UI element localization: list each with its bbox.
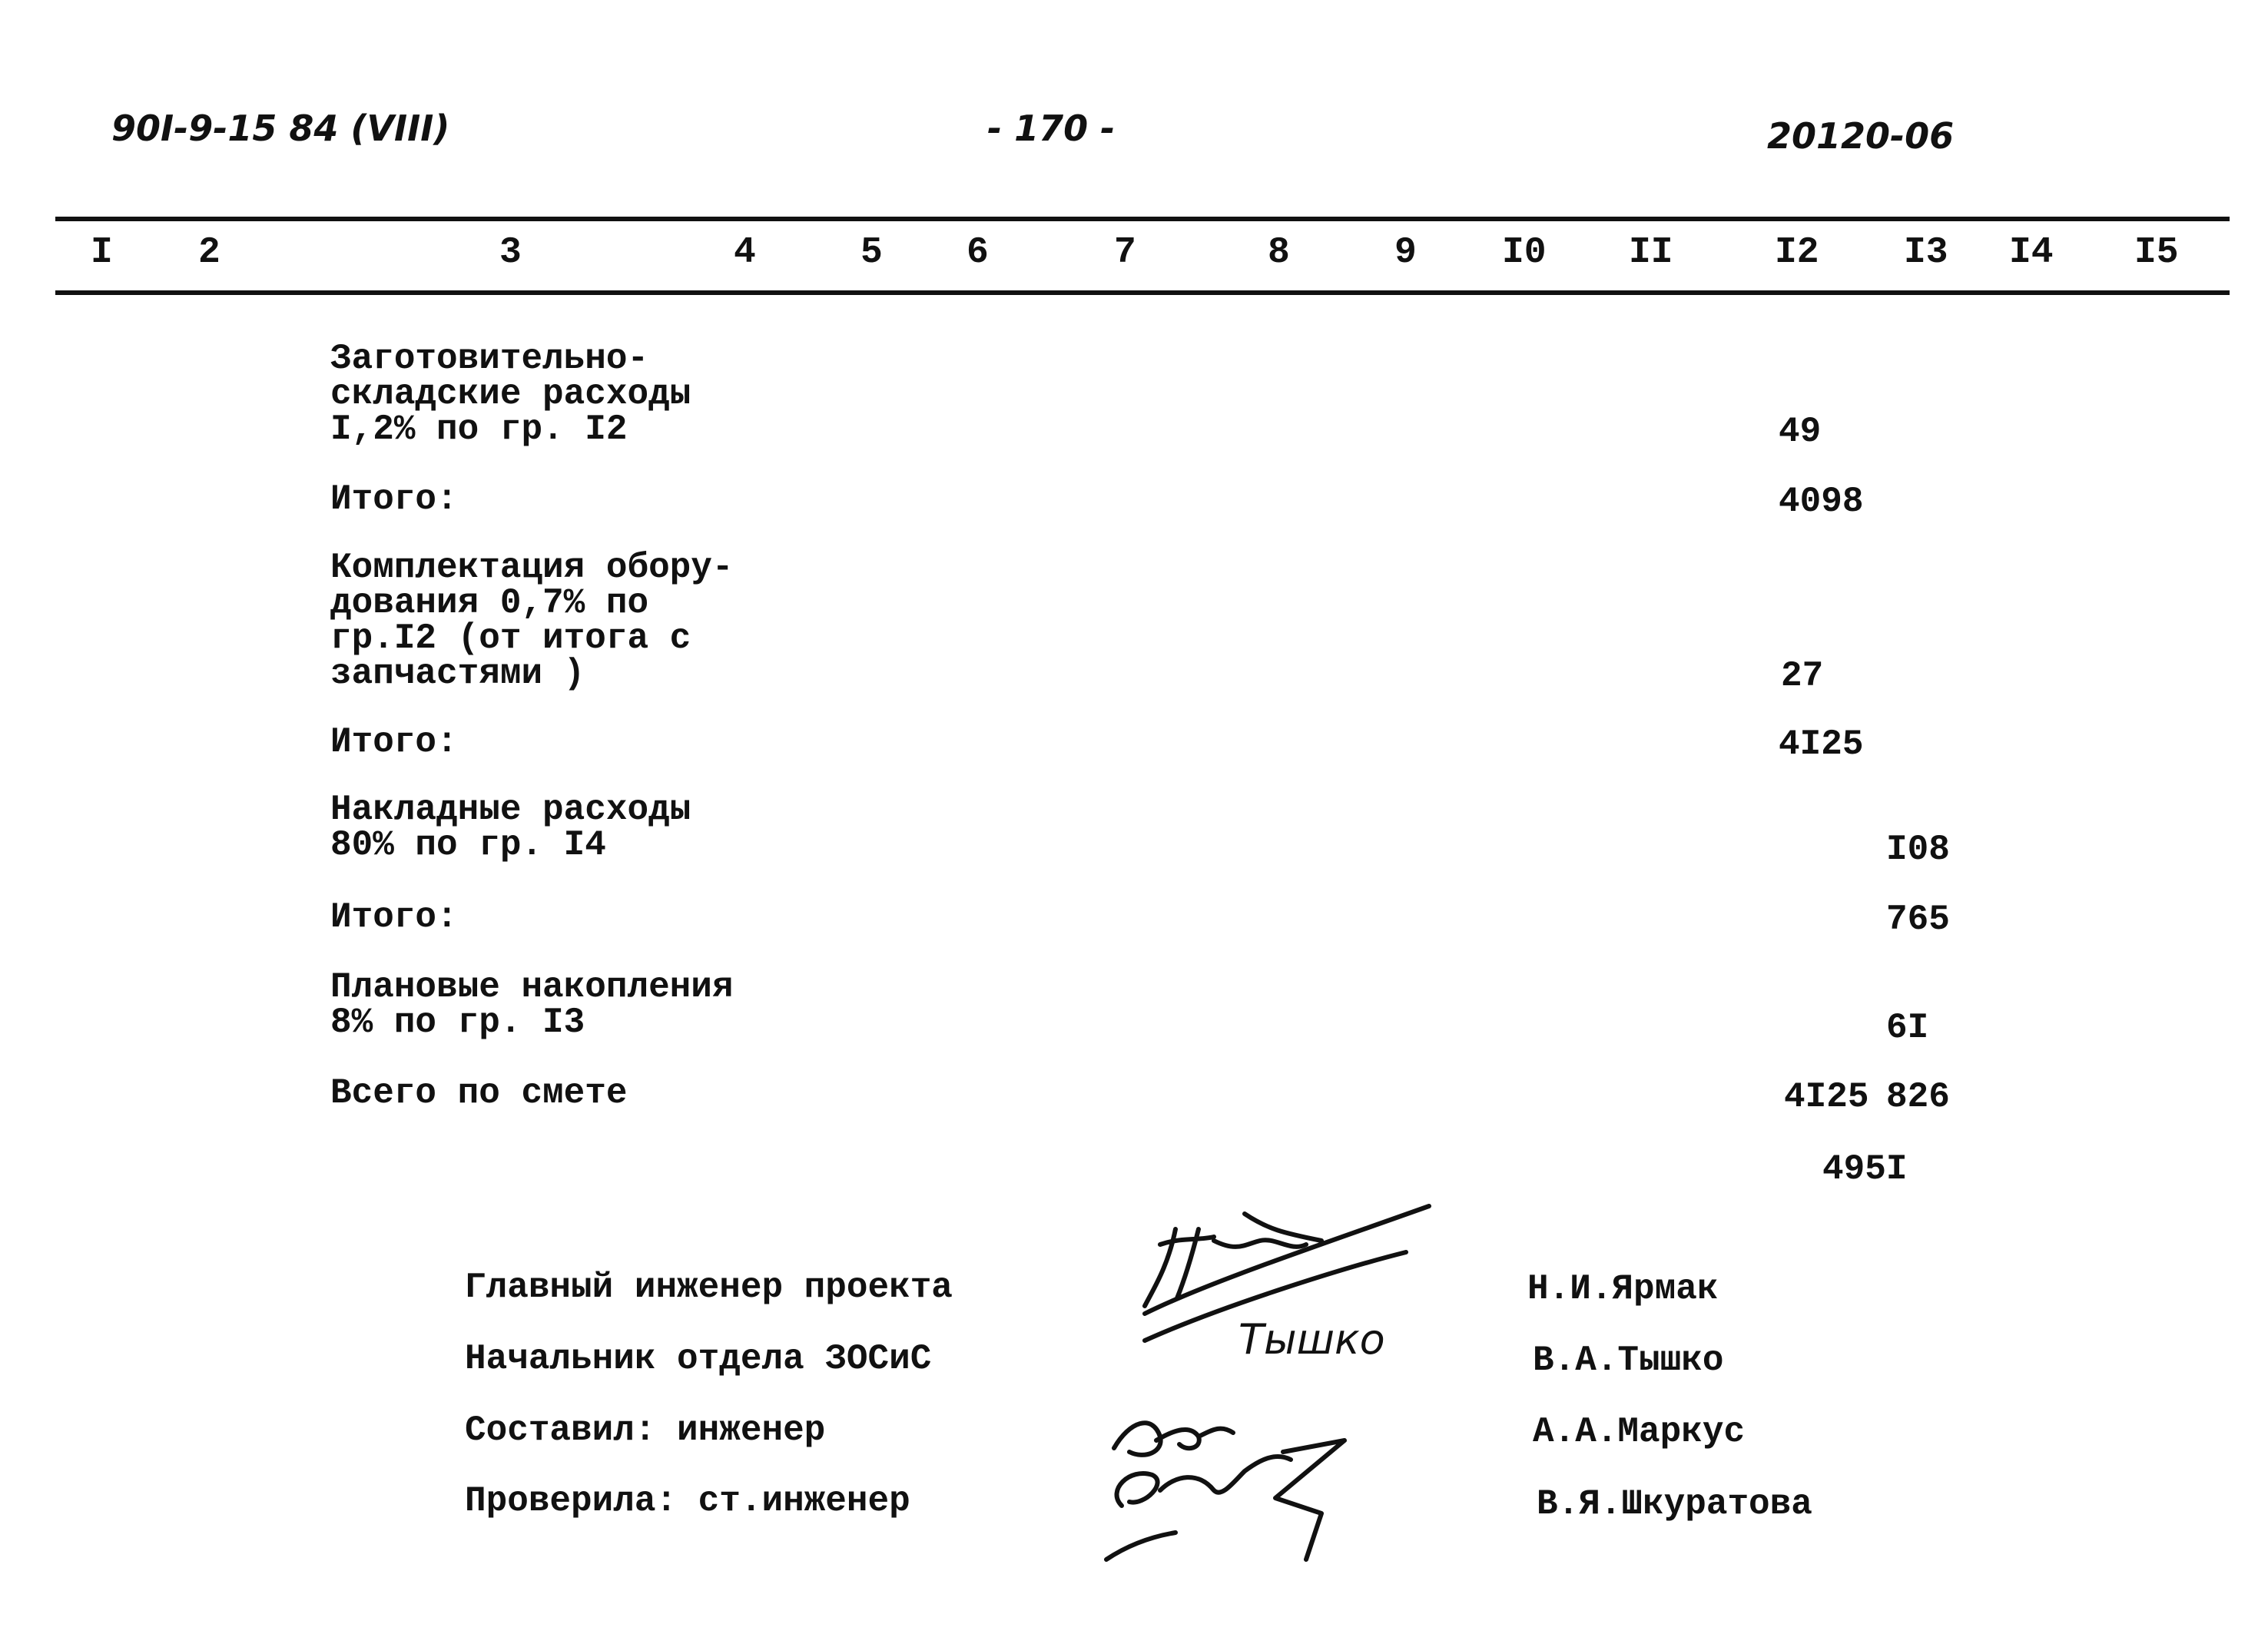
page-number: - 170 - [987,108,1116,149]
signature-role: Главный инженер проекта [465,1268,953,1308]
row-text-line: Заготовительно- [330,339,649,379]
cell-col13: 6I [1886,1008,1929,1048]
column-header: 3 [499,232,522,273]
row-text-line: Комплектация обору- [330,548,734,588]
header-bottom-rule [55,290,2230,295]
handwritten-signature-author [1099,1406,1345,1575]
signature-role: Составил: инженер [465,1410,826,1450]
row-text-line: Итого: [330,479,458,519]
signature-name: Н.И.Ярмак [1527,1269,1719,1309]
row-text-line: I,2% по гр. I2 [330,409,628,449]
column-header: I5 [2134,232,2179,273]
cell-col13: I08 [1886,830,1950,870]
column-header: I [91,232,113,273]
column-header: 2 [198,232,220,273]
row-text-line: Накладные расходы [330,790,691,830]
column-header: I0 [1502,232,1547,273]
column-header: 6 [967,232,989,273]
cell-col12: 4I25 [1779,724,1864,764]
cell-col12: 49 [1779,412,1822,452]
row-text-line: складские расходы [330,374,691,414]
signature-role: Начальник отдела ЗОСиС [465,1339,932,1379]
column-header: I2 [1775,232,1819,273]
row-text-line: 8% по гр. I3 [330,1003,585,1042]
column-header: I4 [2009,232,2054,273]
handwritten-signature-text: Тышко [1238,1315,1385,1364]
cell-col12: 4098 [1779,482,1864,522]
document-code: 90I-9-15 84 (VIII) [111,108,450,149]
column-header: 7 [1114,232,1136,273]
column-header: 9 [1394,232,1417,273]
signature-name: А.А.Маркус [1533,1412,1746,1452]
column-header: I3 [1904,232,1948,273]
row-text-line: Итого: [330,722,458,762]
row-text-line: дования 0,7% по [330,583,649,623]
header-top-rule [55,217,2230,221]
row-text-line: Плановые накопления [330,967,734,1007]
cell-col12: 27 [1781,656,1824,696]
cell-col13: 826 [1886,1077,1950,1117]
cell-col13: 765 [1886,900,1950,940]
row-text-line: Всего по смете [330,1073,628,1113]
signature-role: Проверила: ст.инженер [465,1481,910,1521]
row-text-line: 80% по гр. I4 [330,825,606,865]
signature-name: В.А.Тышко [1533,1341,1724,1380]
cell-col12: 4I25 [1784,1077,1869,1117]
row-text-line: Итого: [330,897,458,937]
column-header: II [1629,232,1673,273]
signature-name: В.Я.Шкуратова [1537,1484,1812,1524]
row-text-line: запчастями ) [330,654,585,694]
document-number: 20120-06 [1767,115,1955,157]
grand-total: 495I [1822,1149,1908,1189]
column-header: 4 [734,232,756,273]
column-header: 5 [860,232,883,273]
row-text-line: гр.I2 (от итога с [330,618,691,658]
column-header: 8 [1268,232,1290,273]
